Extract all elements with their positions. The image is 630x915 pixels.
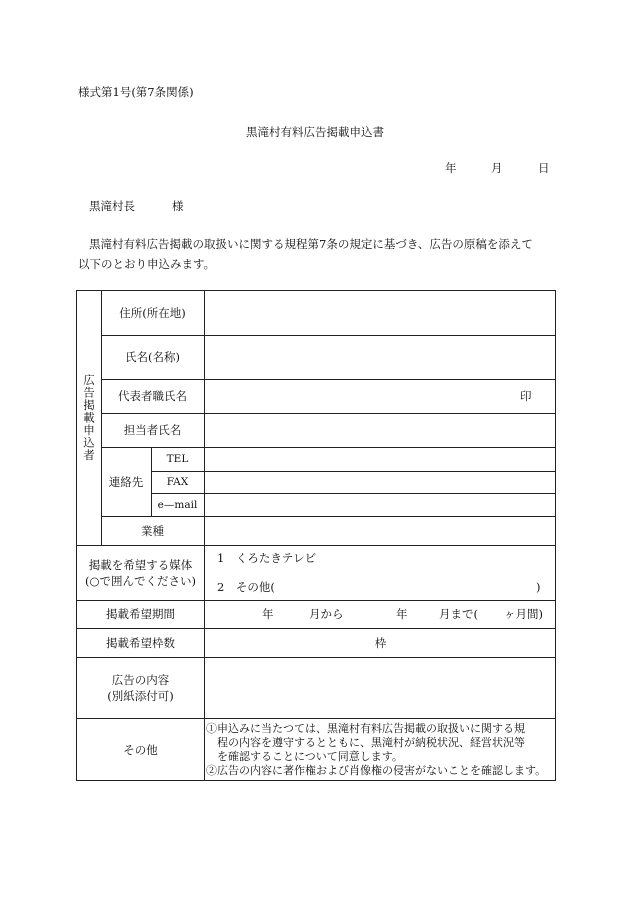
page-title: 黒滝村有料広告掲載申込書 [246, 125, 384, 139]
date-month: 月 [491, 161, 503, 175]
fax-label: FAX [166, 476, 189, 488]
media-option-2[interactable]: 2 その他( [217, 580, 275, 594]
name-field[interactable] [205, 335, 556, 379]
period-months: ヶ月間) [504, 607, 543, 621]
date-day: 日 [538, 161, 550, 175]
fax-field[interactable] [205, 471, 556, 493]
content-field[interactable] [205, 657, 556, 718]
addressee-name: 黒滝村長 [89, 199, 135, 213]
slots-label: 掲載希望枠数 [106, 635, 175, 650]
address-field[interactable] [205, 291, 556, 335]
contact-label: 連絡先 [108, 474, 144, 489]
media-label: 掲載を希望する媒体 (○で囲んでください) [84, 557, 196, 588]
representative-field[interactable] [205, 379, 556, 413]
other-note-1-line-3: を確認することについて同意します。 [217, 750, 403, 763]
period-year-2: 年 [396, 607, 408, 621]
date-year: 年 [445, 161, 457, 175]
contact-person-field[interactable] [205, 413, 556, 447]
industry-label: 業種 [141, 523, 164, 538]
addressee-honorific: 様 [172, 199, 184, 213]
other-note-2: ②広告の内容に著作権および肖像権の侵害がないことを確認します。 [206, 764, 547, 777]
other-note-1-line-1: ①申込みに当たつては、黒滝村有料広告掲載の取扱いに関する規 [206, 722, 525, 735]
address-label: 住所(所在地) [119, 306, 186, 320]
period-month-from: 月から [309, 607, 344, 621]
email-field[interactable] [205, 493, 556, 516]
period-month-to: 月まで( [439, 607, 478, 621]
media-option-1[interactable]: 1 くろたきテレビ [217, 551, 317, 565]
industry-field[interactable] [205, 516, 556, 545]
other-label: その他 [123, 742, 158, 757]
representative-label: 代表者職氏名 [118, 389, 187, 403]
name-label: 氏名(名称) [125, 350, 180, 364]
tel-label: TEL [166, 453, 189, 465]
period-label: 掲載希望期間 [106, 607, 175, 621]
slots-unit: 枠 [374, 635, 387, 650]
other-note-1-line-2: 程の内容を遵守するとともに、黒滝村が納税状況、経営状況等 [217, 736, 525, 749]
seal-mark: 印 [520, 389, 532, 403]
intro-line-2: 以下のとおり申込みます。 [78, 257, 216, 271]
contact-person-label: 担当者氏名 [123, 423, 182, 437]
media-option-2-close: ) [536, 580, 541, 594]
period-year-1: 年 [262, 607, 274, 621]
applicant-group-label: 広告掲載申込者 [82, 374, 96, 462]
application-table [76, 290, 556, 781]
form-number: 様式第1号(第7条関係) [78, 85, 194, 99]
intro-line-1: 黒滝村有料広告掲載の取扱いに関する規程第7条の規定に基づき、広告の原稿を添えて [89, 237, 533, 251]
email-label: e—mail [157, 498, 198, 511]
content-label: 広告の内容 (別紙添付可) [107, 672, 174, 703]
tel-field[interactable] [205, 447, 556, 471]
